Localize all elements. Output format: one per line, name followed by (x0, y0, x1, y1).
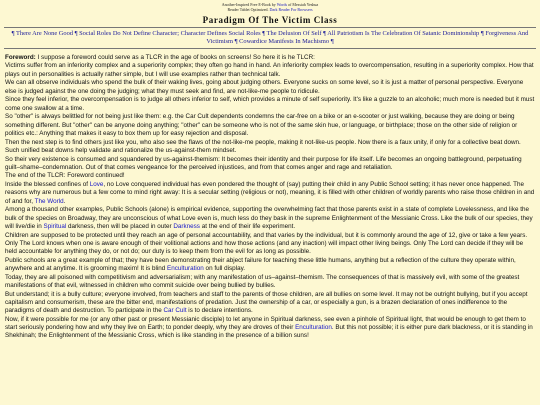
paragraph-text: But understand; it is a bully culture; everyone involved, from teachers and staff to the parents of those children, are all bullies on some level. It may not be outright bullying, but if you accept capitalism and consumerism, these are the bitter end, manifestations of predation. Just the ownership of a car, or especially a gun, is a brazen declaration of ones indifference to the paradigms of death and destruction. To participate in the (5, 290, 528, 314)
paragraph-text: . But this not possible; it is either pure dark blackness, or it is standing in Shekhinah; the Enlightenment of the Messianic Cross, which is like standing in the presence of a billion suns! (5, 323, 533, 339)
toc-link[interactable]: Forgiveness And Victimism (206, 30, 529, 46)
toc-link[interactable]: All Patriotism Is The Celebration Of Satanic Dominionship (327, 30, 480, 37)
toc-link[interactable]: The Delusion Of Self (266, 30, 322, 37)
paragraph-text: Among a thousand other examples, Public Schools (alone) is empirical evidence, supporting the overwhelming fact that those parents exist in a state of complete Lovelessness, and like the bulk of the species on Broadway, they are unconscious of what Love even is, much less do they bask in the supreme Enlightenment of the Messianic Cross. Like the bulk of our species, they will live/die in (5, 206, 533, 230)
paragraph (5, 274, 535, 290)
paragraph-text: Inside the blessed confines of (5, 181, 90, 189)
paragraph-text: darkness, then will be placed in outer (66, 222, 174, 230)
paragraph (5, 54, 535, 62)
paragraph-text: Then the next step is to find others just like you, who also see the flaws of the not-like-me people, making it not-like-us people. Now there is a faux unity, if only for a collective beat down. Such unified beat downs help validate and rationalize the us-against-them mindset. (5, 138, 521, 154)
toc-separator: ¶ (74, 30, 80, 37)
toc-separator: ¶ (480, 30, 486, 37)
paragraph (5, 79, 535, 95)
inline-link[interactable]: Spiritual (43, 222, 67, 230)
title-divider (4, 27, 536, 28)
paragraph-text: The end of the TLCR: Foreword continued! (5, 172, 125, 180)
paragraph (5, 181, 535, 205)
header-line-1-text: Another-Inspired Free E-Book by (221, 2, 276, 7)
toc-link[interactable]: Social Roles Do Not Define Character; Character Defines Social Roles (79, 30, 261, 37)
toc-separator: ¶ (11, 30, 17, 37)
paragraph (5, 257, 535, 273)
paragraph-text: . (63, 197, 66, 205)
paragraph-text: We can all observe individuals who spend the bulk of their waking lives, going about judging others. Everyone sucks on some level, so it is just a matter of personal perspective. Everyone else is judged against the one doing the judging; what they must seek and find, are not-like-me people to ridicule. (5, 79, 524, 95)
paragraph (5, 172, 535, 180)
paragraph (5, 156, 535, 172)
paragraph-text: , no Love conquered individual has even pondered the thought of (say) putting their child in any Public School setting; it has never once happened. The reasons why are numerous but a few come to mind right away: It is a secular setting (religious or not), meaning, it is filled with other children of worldly parents who raise those children in and of and for, (5, 181, 535, 205)
paragraph (5, 139, 535, 155)
header-line-2 (0, 7, 540, 12)
header-words-link[interactable]: Words (276, 2, 288, 7)
paragraph (5, 316, 535, 340)
paragraph-text: I suppose a foreword could serve as a TLCR in the age of books on screens! So here it is he TLCR: (35, 53, 315, 61)
paragraph-text: on full display. (203, 264, 245, 272)
paragraph-text: Victims suffer from an inferiority complex and a superiority complex; they often go hand in hand. An inferiority complex leads to overcompensation, resulting in a superiority complex. How that plays out in personalities is actually rather simple, but I will use examples rather than technical talk. (5, 62, 534, 78)
foreword-label: Foreword: (5, 53, 36, 61)
toc-link[interactable]: There Are None Good (16, 30, 73, 37)
header-meta (0, 0, 540, 12)
paragraph (5, 291, 535, 315)
paragraph-text: at the end of their life experiment. (199, 222, 296, 230)
header-line-2-text: Reader Tablet Optimized. (227, 7, 269, 12)
inline-link[interactable]: Enculturation (167, 264, 204, 272)
table-of-contents (0, 30, 540, 47)
header-line-1-rest: of Messiah Yeshua (288, 2, 319, 7)
page-title: Paradigm Of The Victim Class (202, 15, 338, 25)
paragraph (5, 96, 535, 112)
paragraph-text: Children are supposed to be protected until they reach an age of personal accountability, and that varies by the individual, but it is commonly around the age of 12, give or take a few years. Only The Lord knows when one is aware enough of their volitional actions and how those actions (and any inaction) will impact other living beings. Only The Lord can decide if they will be held accountable for anything they do, or not do; our duty is to keep them from the evil for as long as possible. (5, 231, 528, 255)
inline-link[interactable]: The World (34, 197, 64, 205)
inline-link[interactable]: Love (89, 181, 104, 189)
toc-separator: ¶ (323, 30, 328, 37)
inline-link[interactable]: Car Cult (163, 306, 187, 314)
toc-separator: ¶ (262, 30, 267, 37)
paragraph (5, 206, 535, 230)
toc-separator: ¶ (234, 38, 240, 46)
paragraph-text: is to declare intentions. (186, 306, 253, 314)
paragraph-text: So "other" is always belittled for not being just like them: e.g. the Car Cult dependents condemns the car-free on a bike or an e-scooter or just walking, because they are doing or being something different. But "other" can be anyone doing anything; "other" can be someone who is not of the same skin hue, or language, or birthplace; those on the other side of religion or politics etc.: Anything that makes it easy to box them up for easy rejection and disposal. (5, 113, 518, 137)
paragraph-text: Now, if it were possible for me (or any other past or present Messianic disciple) to let anyone in Spiritual darkness, see even a pinhole of Spiritual light, that would be enough to get them to start seriously pondering how and why they live on Earth; to ponder deeply, why they are droves of their (5, 315, 526, 331)
paragraph (5, 113, 535, 137)
toc-link[interactable]: Cowardice Manifests In Machismo (239, 38, 330, 46)
paragraph-text: Since they feel inferior, the overcompensation is to judge all others inferior to self, which provides a minute of self superiority. It's like a guzzle to an alcoholic; much more is needed but it must come one swallow at a time. (5, 96, 535, 112)
toc-divider (4, 48, 536, 49)
paragraph (5, 232, 535, 256)
paragraph-text: Public schools are a great example of that; they have been demonstrating their abject failure for teaching these little humans, anything but a reflection of the culture they operate within, anywhere and at anytime. It is grooming maxim! It is blind (5, 256, 516, 272)
toc-separator: ¶ (330, 38, 334, 46)
paragraph-text: So their very existence is consumed and squandered by us-against-themism: It becomes their identity and their purpose for life itself. Life becomes an ongoing battleground, perpetuating guilt–shame–condemnation. Out of that comes vengeance for the perceived injustices, and from that comes anger and rage and retaliation. (5, 155, 522, 171)
article-body (0, 51, 540, 340)
inline-link[interactable]: Darkness (173, 222, 200, 230)
paragraph (5, 62, 535, 78)
dark-reader-link[interactable]: Dark Reader For Browsers (269, 7, 313, 12)
paragraph-text: Today, they are all poisoned with competitivism and adversarialism; with any manifestation of us–against–themism. The consequences of that is massively evil, with some of the greatest manifestations of that evil, witnessed in children who commit suicide over being bullied by bullies. (5, 273, 520, 289)
inline-link[interactable]: Enculturation (295, 323, 332, 331)
